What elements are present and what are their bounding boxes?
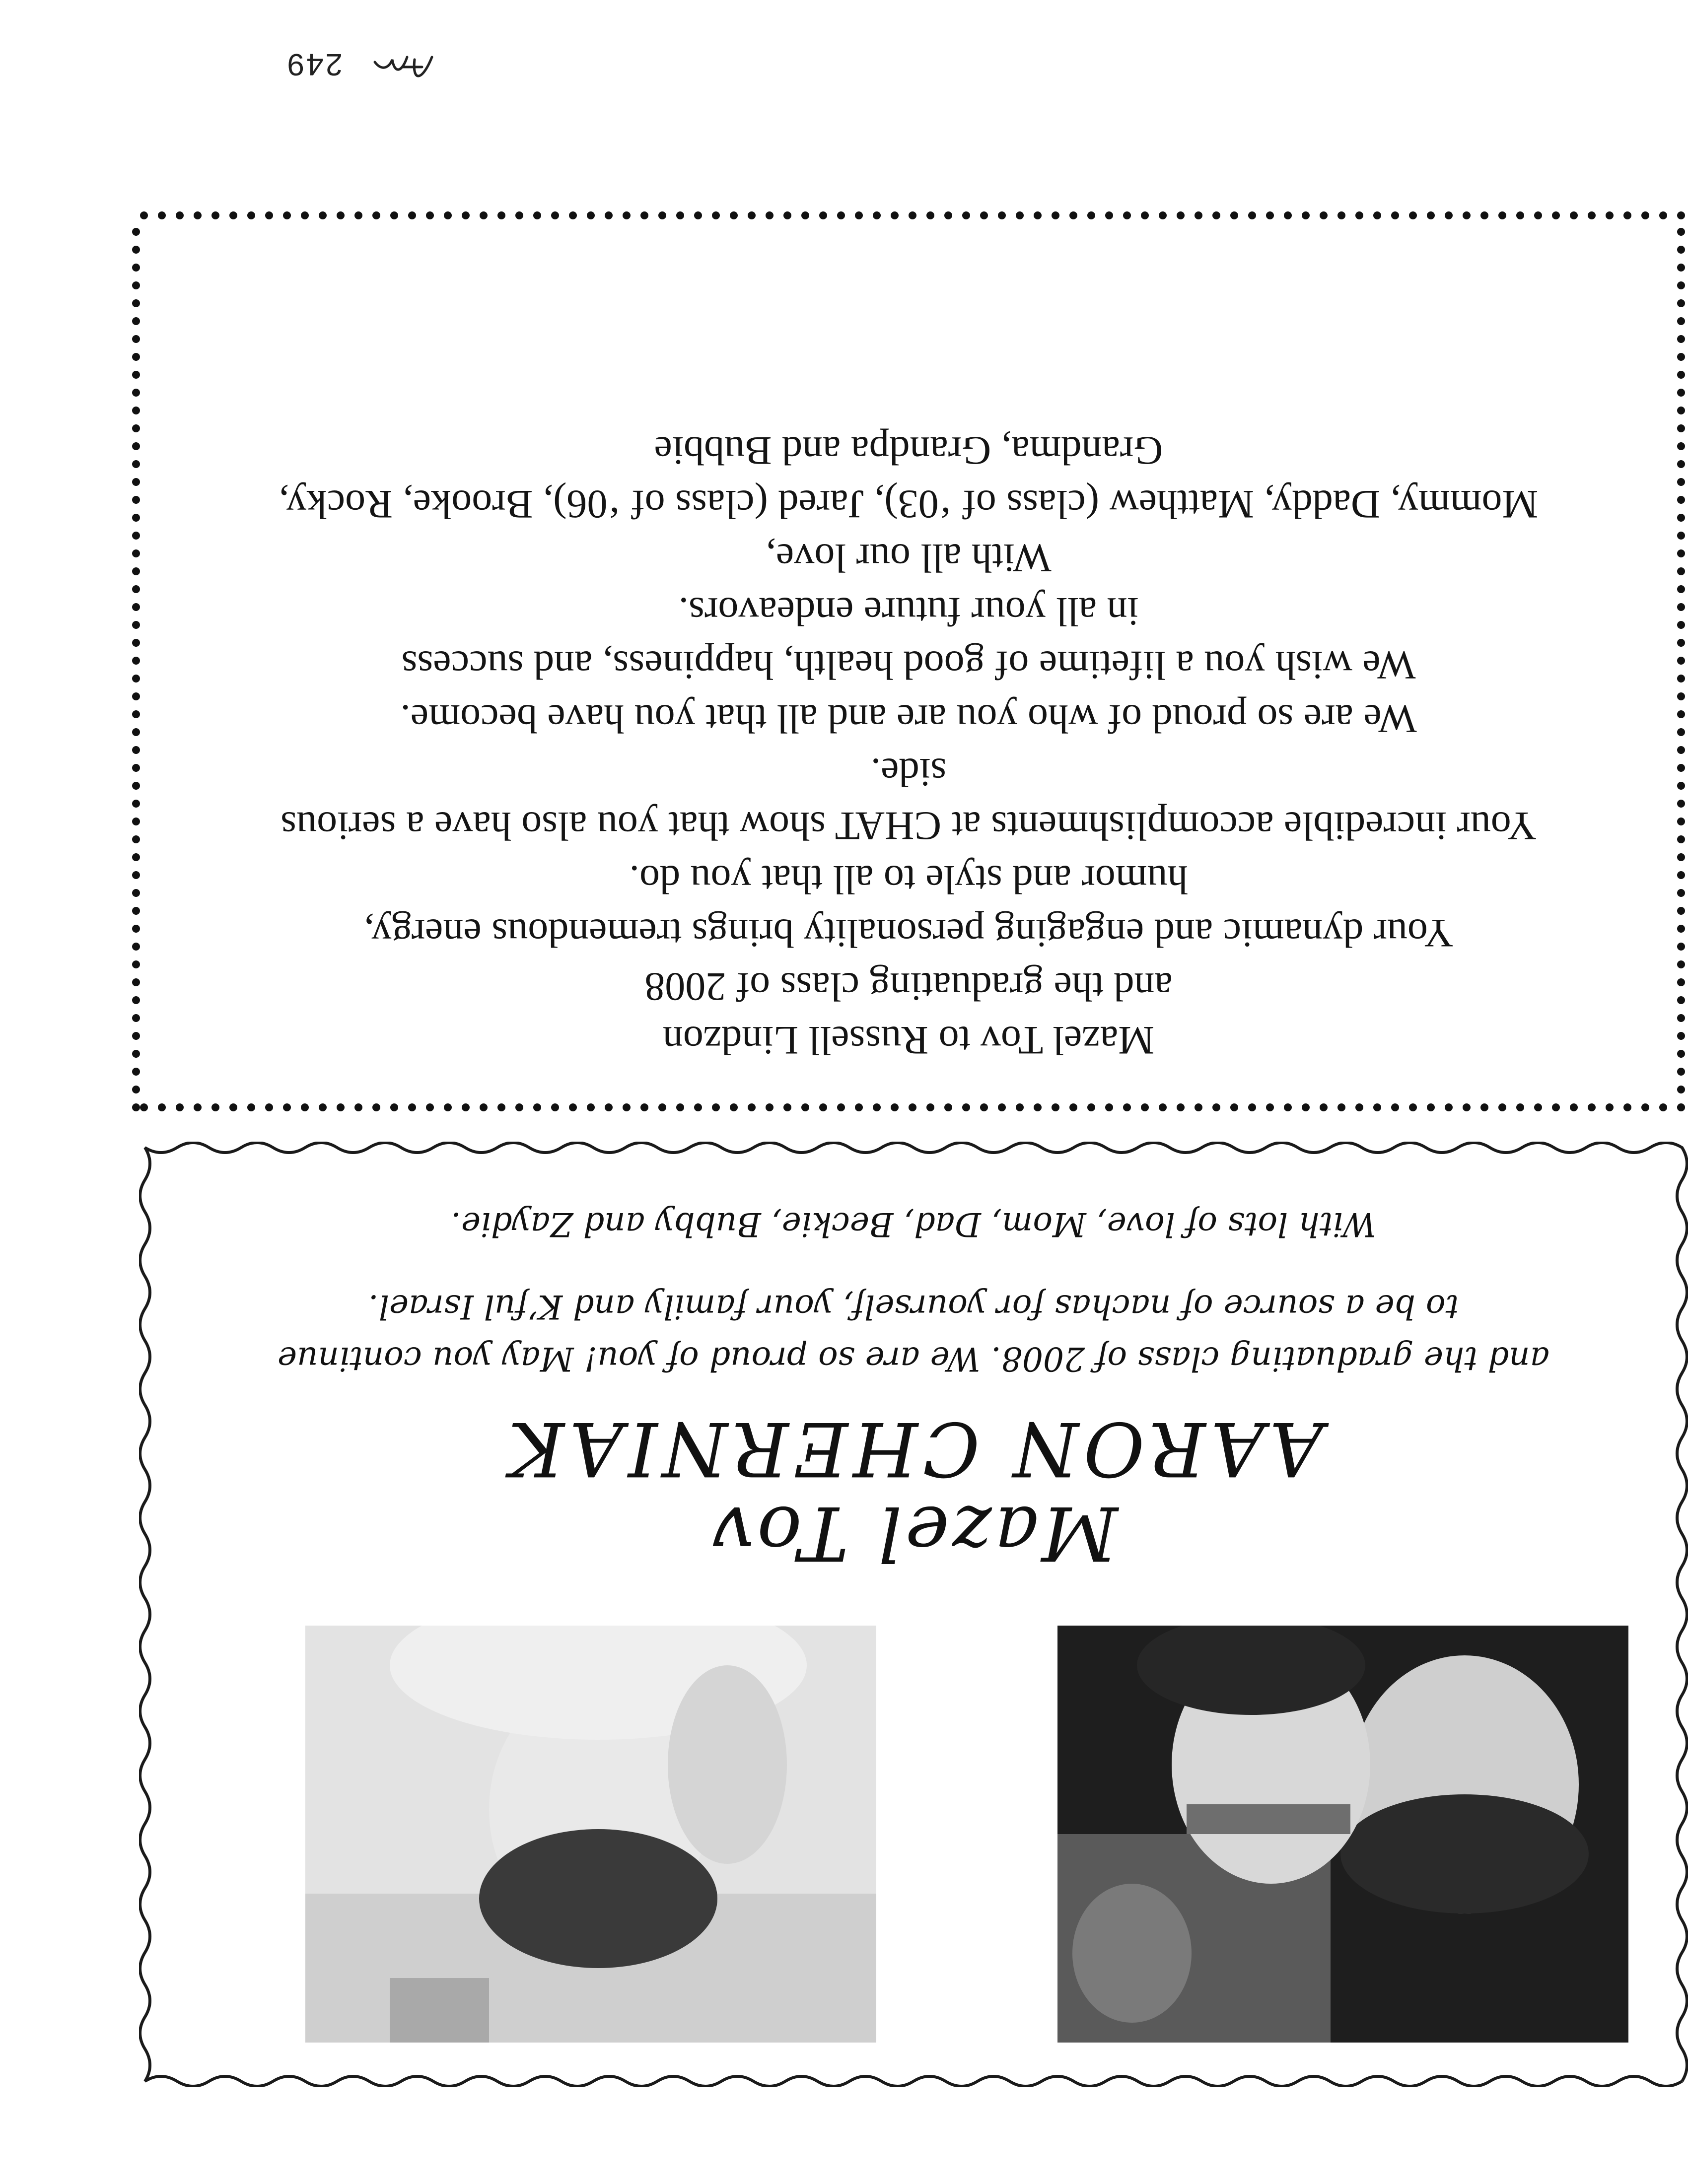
ad-line: and the graduating class of 2008	[644, 964, 1173, 1010]
ad-line: With all our love,	[766, 536, 1052, 581]
photo-boy-smiling	[305, 1626, 876, 2043]
ad-line: humor and style to all that you do.	[629, 857, 1188, 902]
russell-lindzon-ad	[129, 208, 1688, 1114]
ad-line: Your incredible accomplishments at CHAT show that you also have a serious	[281, 804, 1537, 849]
ad-message	[139, 1281, 1688, 1385]
russell-ad-message	[139, 424, 1678, 1067]
ad-signature: With lots of love, Mom, Dad, Beckie, Bubby and Zaydie.	[450, 1205, 1377, 1243]
page-number: 249	[285, 47, 343, 81]
ad-line: Grandma, Grandpa and Bubbie	[654, 428, 1163, 474]
graduate-name: AARON CHERNIAK	[503, 1405, 1324, 1492]
ad-line: to be a source of nachas for yourself, your family and K’ful Israel.	[368, 1288, 1459, 1326]
ad-line: We are so proud of who you are and all that you have become.	[400, 696, 1417, 742]
aaron-cherniak-ad	[139, 1142, 1688, 2087]
ad-line: and the graduating class of 2008. We are so proud of you! May you continue	[277, 1340, 1550, 1378]
ad-line: side.	[870, 750, 947, 795]
ad-line: in all your future endeavors.	[678, 589, 1139, 634]
handwritten-initials	[367, 47, 437, 87]
ad-title: Mazel Tov	[709, 1490, 1118, 1576]
ad-line: Your dynamic and engaging personality brings tremendous energy,	[364, 911, 1453, 956]
ad-line: Mazel Tov to Russell Lindzon	[662, 1018, 1155, 1063]
ad-line: Mommy, Daddy, Matthew (class of ‘03), Jared (class of ‘06), Brooke, Rocky,	[279, 482, 1539, 527]
ad-line: We wish you a lifetime of good health, happiness, and success	[401, 643, 1416, 688]
photo-two-people	[1057, 1626, 1628, 2043]
